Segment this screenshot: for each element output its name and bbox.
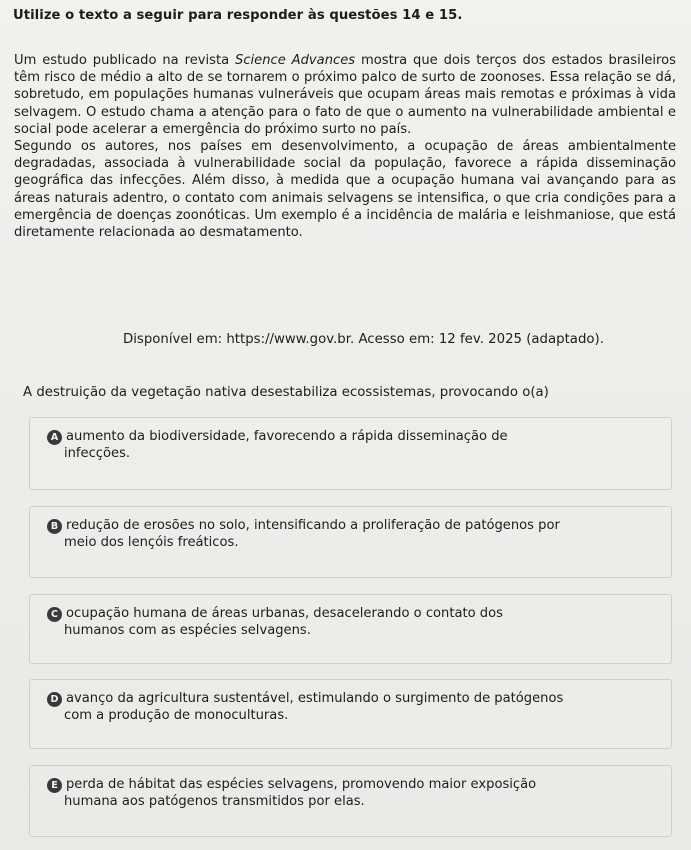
option-text — [66, 605, 661, 639]
instruction-heading: Utilize o texto a seguir para responder às questões 14 e 15. — [13, 8, 463, 23]
passage-paragraph-2: Segundo os autores, nos países em desenvolvimento, a ocupação de áreas ambientalmente degradadas, associada à vulnerabilidade social da população, favorece a rápida disseminação geográfica das infecções. Além disso, à medida que a ocupação humana vai avançando para as áreas naturais adentro, o contato com animais selvagens se intensifica, o que cria condições para a emergência de doenças zoonóticas. Um exemplo é a incidência de malária e leishmaniose, que está diretamente relacionada ao desmatamento. — [14, 139, 676, 241]
option-letter-badge: D — [47, 692, 62, 707]
option-c[interactable] — [29, 594, 672, 664]
option-text-line-1: perda de hábitat das espécies selvagens, promovendo maior exposição — [66, 777, 537, 792]
source-citation: Disponível em: https://www.gov.br. Acesso em: 12 fev. 2025 (adaptado). — [123, 332, 604, 347]
journal-name: Science Advances — [235, 53, 356, 68]
passage-p1-start: Um estudo publicado na revista — [14, 53, 236, 68]
option-text — [66, 428, 661, 462]
option-letter-badge: E — [47, 778, 62, 793]
option-text-line-1: avanço da agricultura sustentável, estimulando o surgimento de patógenos — [66, 691, 564, 706]
passage-p1-end: mostra que dois terços dos estados brasileiros têm risco de médio a alto de se tornarem o próximo palco de surto de zoonoses. Essa relação se dá, sobretudo, em populações humanas vulneráveis que ocupam áreas mais remotas e próximas à vida selvagem. O estudo chama a atenção para o fato de que o aumento na vulnerabilidade ambiental e social pode acelerar a emergência do próximo surto no país. — [14, 53, 676, 137]
option-letter-badge: A — [47, 430, 62, 445]
option-text-line-2: humana aos patógenos transmitidos por elas. — [64, 794, 365, 809]
option-letter-badge: B — [47, 519, 62, 534]
option-letter-badge: C — [47, 607, 62, 622]
option-text-line-2: infecções. — [64, 446, 131, 461]
option-text-line-1: redução de erosões no solo, intensificando a proliferação de patógenos por — [66, 518, 560, 533]
option-d[interactable] — [29, 679, 672, 749]
question-stem: A destruição da vegetação nativa desestabiliza ecossistemas, provocando o(a) — [23, 385, 549, 400]
passage-paragraph-1 — [14, 52, 676, 138]
option-e[interactable] — [29, 765, 672, 837]
option-text-line-2: meio dos lençóis freáticos. — [64, 535, 239, 550]
option-a[interactable] — [29, 417, 672, 490]
option-text — [66, 517, 661, 551]
option-text-line-2: humanos com as espécies selvagens. — [64, 623, 311, 638]
passage-text — [14, 52, 676, 241]
option-text-line-1: ocupação humana de áreas urbanas, desacelerando o contato dos — [66, 606, 503, 621]
option-text — [66, 690, 661, 724]
option-text-line-2: com a produção de monoculturas. — [64, 708, 289, 723]
option-text-line-1: aumento da biodiversidade, favorecendo a rápida disseminação de — [66, 429, 508, 444]
option-b[interactable] — [29, 506, 672, 578]
option-text — [66, 776, 661, 810]
